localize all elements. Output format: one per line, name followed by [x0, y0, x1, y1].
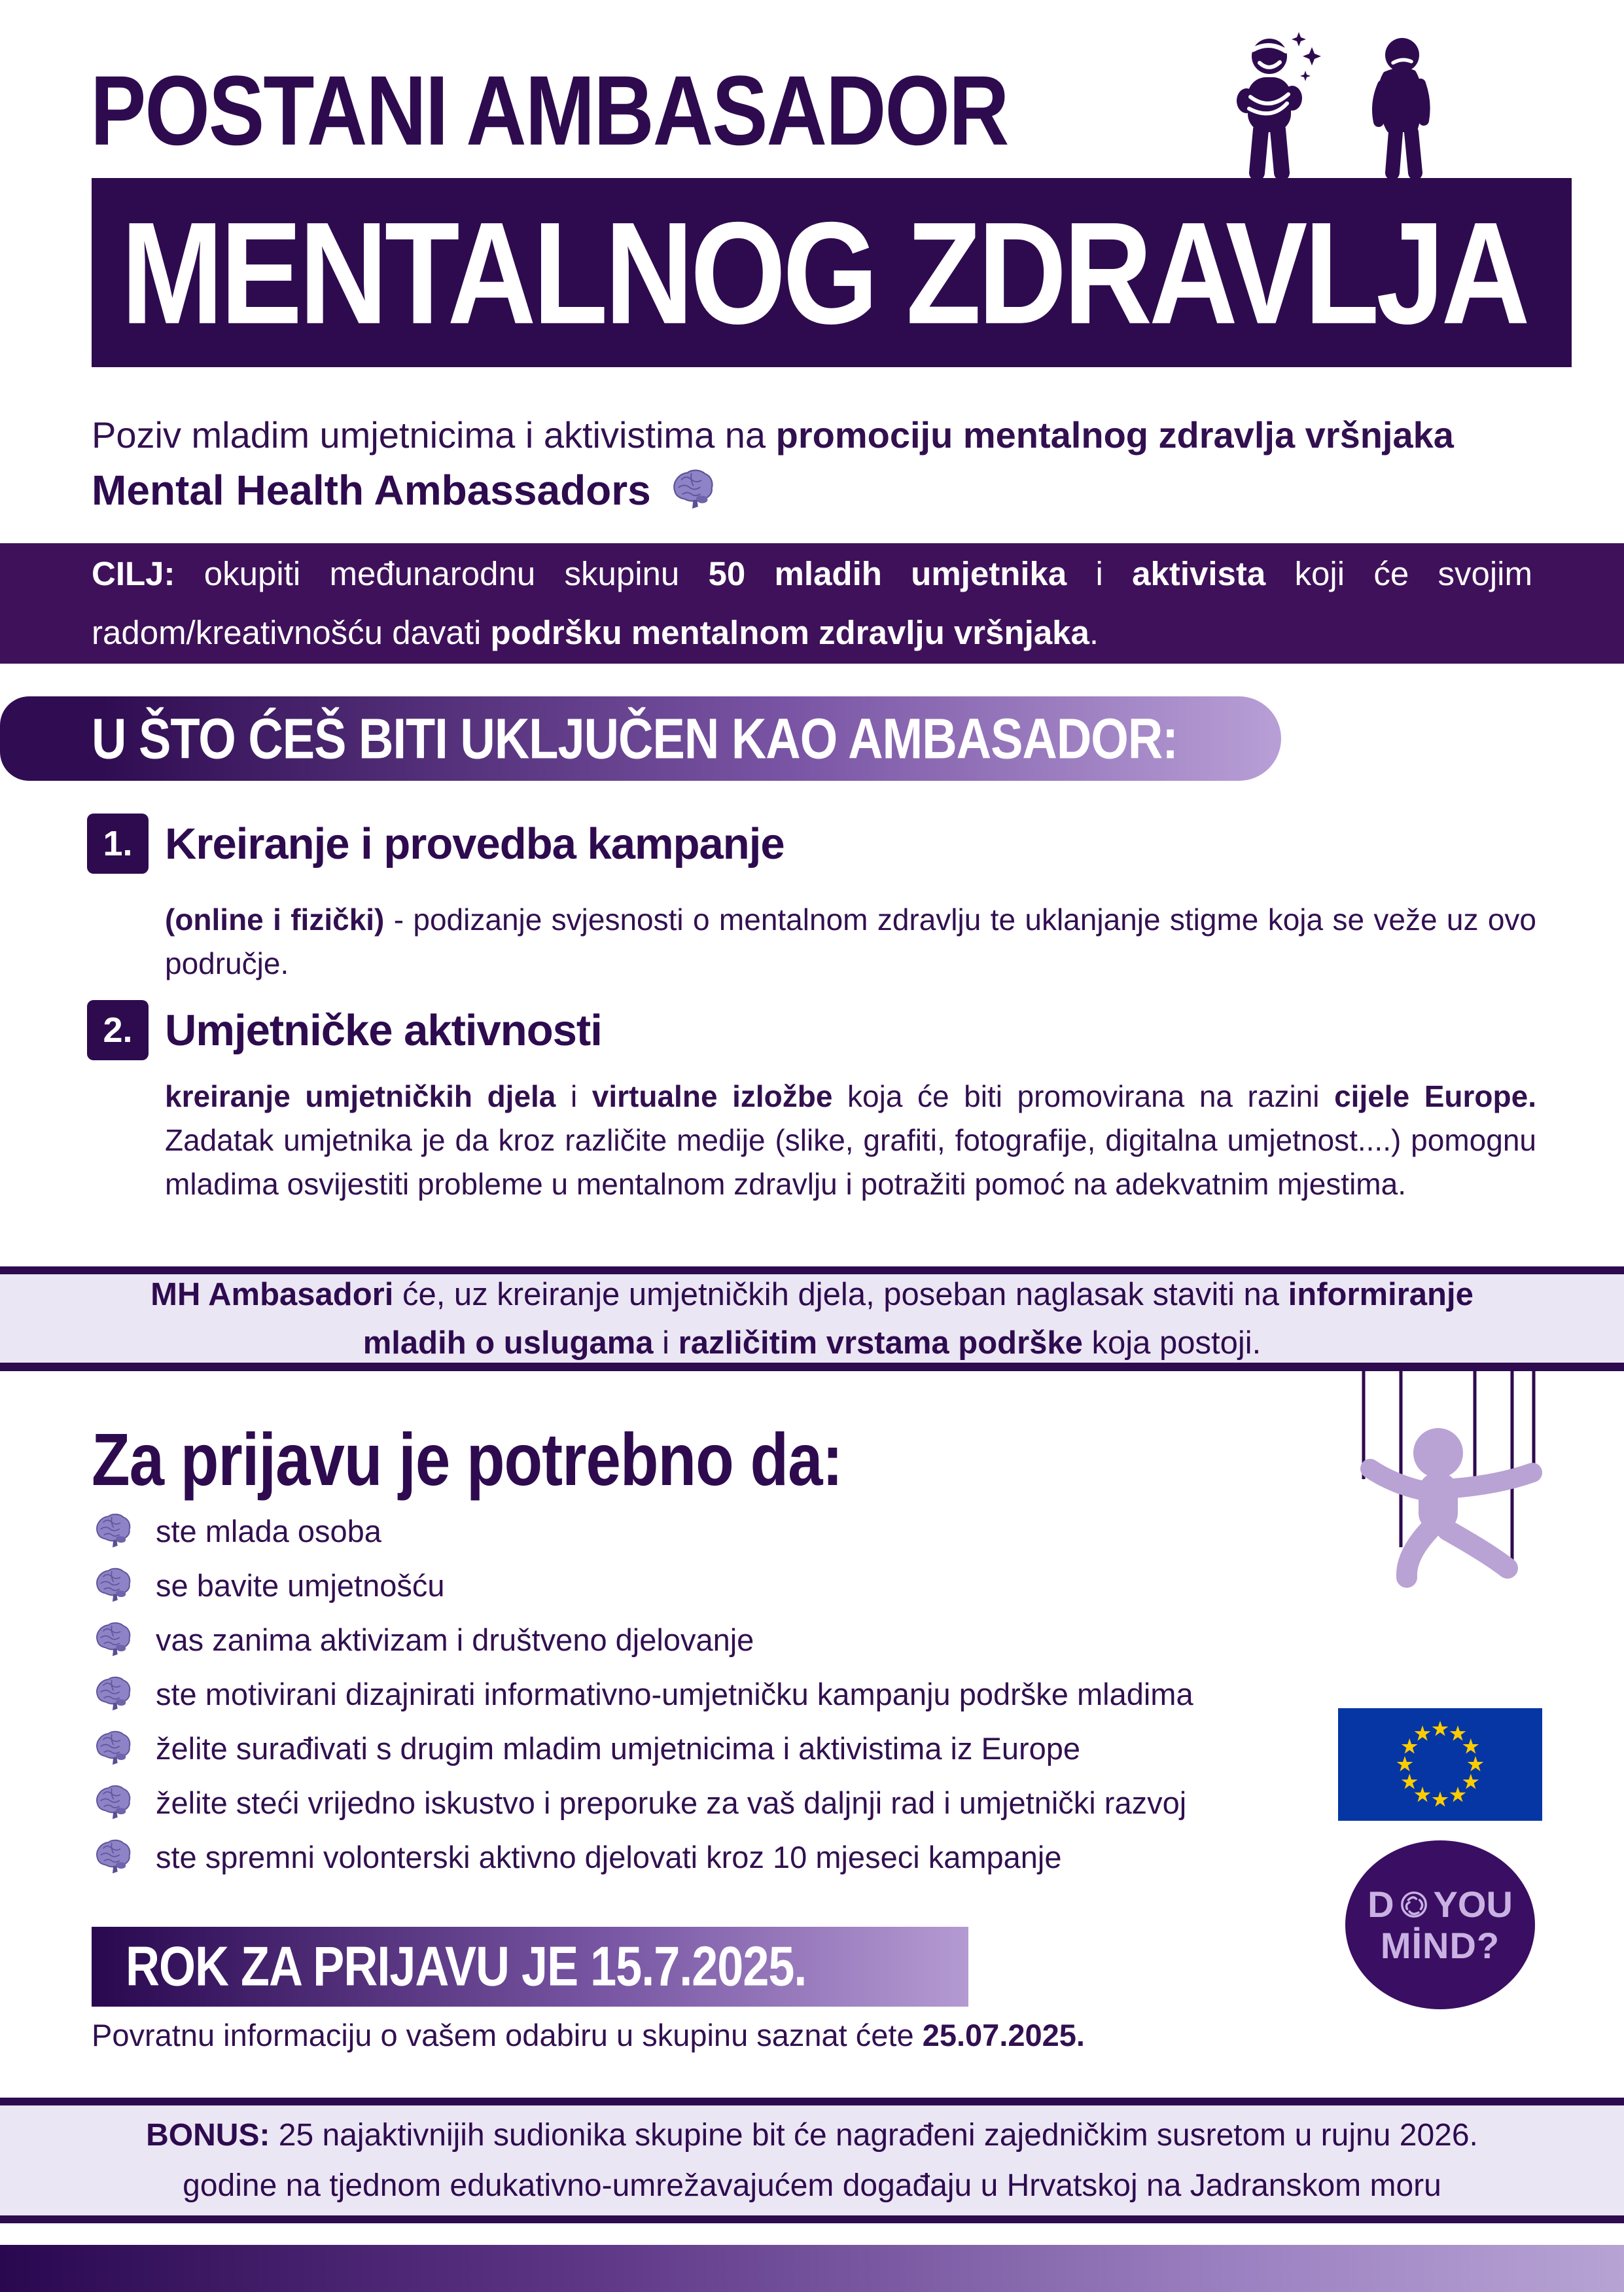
mh-note-text: MH Ambasadori će, uz kreiranje umjetničkih djela, poseban naglasak staviti na informiranje mladih o uslugama i različitim vrstama podrške koja postoji. [150, 1276, 1474, 1361]
deadline-banner-text: ROK ZA PRIJAVU JE 15.7.2025. [126, 1935, 807, 1998]
list-item [92, 1776, 1193, 1830]
confident-person-icon [1237, 39, 1302, 173]
goal-label: CILJ: [92, 555, 175, 592]
do-you-mind-logo [1345, 1840, 1535, 2009]
list-item [92, 1667, 1193, 1721]
brain-icon [92, 1836, 133, 1878]
intro-line2-text: Mental Health Ambassadors [92, 467, 651, 514]
list-item-label: vas zanima aktivizam i društveno djelovanje [156, 1622, 754, 1657]
sparkles-icon [1292, 32, 1321, 81]
list-item-label: se bavite umjetnošću [156, 1568, 445, 1603]
list-item [92, 1613, 1193, 1667]
item-2-body: kreiranje umjetničkih djela i virtualne izložbe koja će biti promovirana na razini cijele Europe. Zadatak umjetnika je da kroz različite medije (slike, grafiti, fotografije, digitalna umjetnost....) pomognu mladima osvijestiti probleme u mentalnom zdravlju i potražiti pomoć na adekvatnim mjestima. [165, 1079, 1536, 1201]
list-item-label: ste spremni volonterski aktivno djelovati kroz 10 mjeseci kampanje [156, 1840, 1062, 1874]
brain-icon [92, 1674, 133, 1715]
title-banner-text: MENTALNOG ZDRAVLJA [121, 191, 1527, 354]
brain-icon [92, 1511, 133, 1552]
list-item-label: ste motivirani dizajnirati informativno-umjetničku kampanju podrške mladima [156, 1677, 1193, 1711]
item-1-body: (online i fizički) - podizanje svjesnosti o mentalnom zdravlju te uklanjanje stigme koja se veže uz ovo područje. [165, 903, 1536, 980]
item-1-heading: Kreiranje i provedba kampanje [165, 819, 785, 868]
goal-banner [0, 543, 1624, 664]
apply-heading: Za prijavu je potrebno da: [92, 1418, 843, 1501]
deadline-note: Povratnu informaciju o vašem odabiru u skupinu saznat ćete 25.07.2025. [92, 2018, 1085, 2052]
logo-line1 [1368, 1883, 1513, 1925]
intro-line1-regular: Poziv mladim umjetnicima i aktivistima na [92, 414, 776, 456]
eu-flag-icon [1338, 1708, 1542, 1821]
intro-line1-bold: promociju mentalnog zdravlja vršnjaka [775, 414, 1454, 456]
bonus-label: BONUS: [146, 2118, 270, 2153]
page-title [90, 56, 1008, 166]
title-banner [92, 178, 1572, 367]
deadline-date: 25.07.2025. [922, 2018, 1085, 2052]
item-2-heading: Umjetničke aktivnosti [165, 1005, 602, 1055]
logo-d: D [1368, 1884, 1394, 1925]
brain-icon [92, 1728, 133, 1770]
list-item-label: želite surađivati s drugim mladim umjetnicima i aktivistima iz Europe [156, 1731, 1081, 1766]
apply-list [92, 1504, 1193, 1884]
list-item [92, 1830, 1193, 1884]
brain-icon [668, 466, 716, 514]
brain-icon [92, 1565, 133, 1607]
intro-line2 [92, 466, 716, 514]
list-item-label: želite steći vrijedno iskustvo i preporuke za vaš daljnji rad i umjetnički razvoj [156, 1785, 1187, 1820]
section-banner-text: U ŠTO ĆEŠ BITI UKLJUČEN KAO AMBASADOR: [92, 706, 1178, 771]
item-1-number-badge: 1. [87, 814, 149, 874]
list-item [92, 1558, 1193, 1613]
page-title-text: POSTANI AMBASADOR [90, 56, 1008, 166]
bonus-panel [0, 2098, 1624, 2223]
sad-person-icon [1377, 38, 1425, 173]
header-figures-icon [1207, 24, 1462, 179]
item-2-number-badge: 2. [87, 1000, 149, 1060]
goal-text: CILJ: okupiti međunarodnu skupinu 50 mladih umjetnika i aktivista koji će svojim radom/kreativnošću davati podršku mentalnom zdravlju vršnjaka. [92, 555, 1532, 651]
intro-line1 [92, 414, 1454, 456]
logo-line2: MİND? [1380, 1925, 1500, 1966]
brain-icon [92, 1782, 133, 1824]
puppet-icon [1309, 1369, 1570, 1605]
list-item [92, 1721, 1193, 1776]
list-item-label: ste mlada osoba [156, 1514, 381, 1549]
logo-you: YOU [1433, 1884, 1513, 1925]
mh-note-panel [0, 1266, 1624, 1371]
logo-brain-swirl-icon [1397, 1888, 1431, 1922]
bonus-text: BONUS: 25 najaktivnijih sudionika skupine bit će nagrađeni zajedničkim susretom u rujnu 2026. godine na tjednom edukativno-umrežavajućem događaju u Hrvatskoj na Jadranskom moru [146, 2118, 1478, 2203]
section-banner [0, 696, 1281, 781]
deadline-banner [92, 1927, 968, 2007]
list-item [92, 1504, 1193, 1558]
brain-icon [92, 1619, 133, 1661]
bottom-gradient-bar [0, 2245, 1624, 2292]
